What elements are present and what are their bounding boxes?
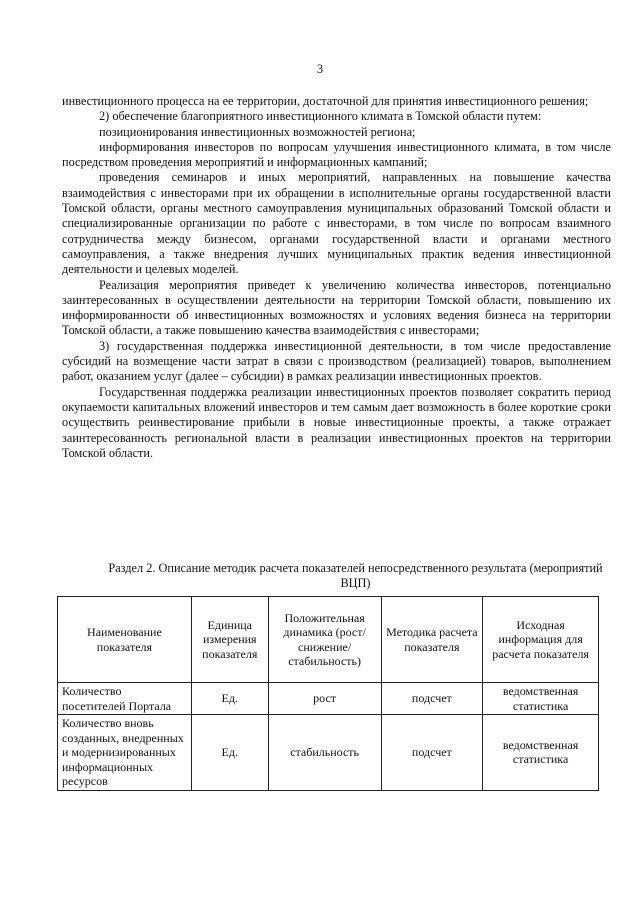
cell-dynamics: стабильность — [268, 715, 381, 791]
header-dynamics: Положительная динамика (рост/ снижение/ стабильность) — [268, 597, 381, 683]
header-unit: Единица измерения показателя — [191, 597, 268, 683]
table-row — [58, 683, 599, 715]
paragraph: 3) государственная поддержка инвестиционной деятельности, в том числе предоставление субсидий на возмещение части затрат в связи с производством (реализацией) товаров, выполнением работ, оказанием услуг (далее – субсидии) в рамках реализации инвестиционных проектов. — [62, 338, 611, 384]
cell-method: подсчет — [381, 715, 483, 791]
cell-unit: Ед. — [191, 683, 268, 715]
indicators-table — [57, 596, 599, 791]
paragraph: проведения семинаров и иных мероприятий, направленных на повышение качества взаимодействия с инвесторами при их обращении в исполнительные органы государственной власти Томской области, органы местного самоуправления муниципальных образований Томской области и специализированные организации по работе с инвесторами, в том числе по вопросам взаимного сотрудничества между бизнесом, органами государственной власти и органами местного самоуправления, а также внедрения лучших муниципальных практик ведения инвестиционной деятельности и целевых моделей. — [62, 170, 611, 277]
paragraph: информирования инвесторов по вопросам улучшения инвестиционного климата, в том числе посредством проведения мероприятий и информационных кампаний; — [62, 139, 611, 170]
paragraph: инвестиционного процесса на ее территории, достаточной для принятия инвестиционного решения; — [62, 94, 589, 108]
paragraph: Государственная поддержка реализации инвестиционных проектов позволяет сократить период окупаемости капитальных вложений инвесторов и тем самым дает возможность в более короткие сроки осуществить реинвестирование прибыли в новые инвестиционные проекты, а также отражает заинтересованность региональной власти в реализации инвестиционных проектов на территории Томской области. — [62, 384, 611, 460]
page-number: 3 — [316, 62, 324, 76]
cell-indicator-name: Количество вновь созданных, внедренных и модернизированных информационных ресурсов — [58, 715, 192, 791]
cell-source: ведомственная статистика — [483, 683, 599, 715]
table-header-row — [58, 597, 599, 683]
cell-dynamics: рост — [268, 683, 381, 715]
header-method: Методика расчета показателя — [381, 597, 483, 683]
header-indicator-name: Наименование показателя — [58, 597, 192, 683]
body-text — [62, 94, 611, 461]
cell-method: подсчет — [381, 683, 483, 715]
table-row — [58, 715, 599, 791]
cell-indicator-name: Количество посетителей Портала — [58, 683, 192, 715]
cell-unit: Ед. — [191, 715, 268, 791]
paragraph: 2) обеспечение благоприятного инвестиционного климата в Томской области путем: — [99, 109, 542, 124]
header-source: Исходная информация для расчета показателя — [483, 597, 599, 683]
cell-source: ведомственная статистика — [483, 715, 599, 791]
paragraph: Реализация мероприятия приведет к увеличению количества инвесторов, потенциально заинтересованных в осуществлении деятельности на территории Томской области, повышению их информированности об инвестиционных возможностях и условиях ведения бизнеса на территории Томской области, а также повышению качества взаимодействия с инвесторами; — [62, 277, 611, 338]
paragraph: позиционирования инвестиционных возможностей региона; — [99, 124, 416, 139]
section-title: Раздел 2. Описание методик расчета показателей непосредственного результата (мероприятий ВЦП) — [108, 561, 603, 591]
